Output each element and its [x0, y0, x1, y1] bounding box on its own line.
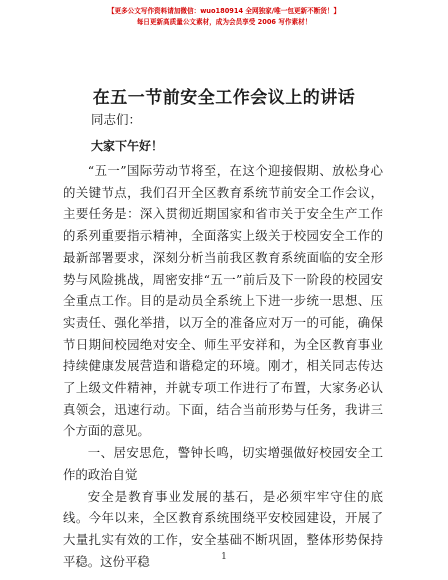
- promo-banner-line-1: 【更多公文写作资料请加微信：wuo180914 全网独家/唯一包更新不断货！】: [107, 7, 341, 15]
- salutation: 同志们：: [91, 112, 142, 127]
- greeting: 大家下午好！: [91, 139, 164, 153]
- paragraph-intro: “五一”国际劳动节将至，在这个迎接假期、放松身心的关键节点，我们召开全区教育系统节前安全工作会议，主要任务是：深入贯彻近期国家和省市关于安全生产工作的系列重要指示精神，全面落实上级关于校园安全工作的最新部署要求，深刻分析当前我区教育系统面临的安全形势与风险挑战，周密安排“五一”前后及下一阶段的校园安全重点工作。目的是动员全系统上下进一步统一思想、压实责任、强化举措，以万全的准备应对万一的可能，确保节日期间校园绝对安全、师生平安祥和，为全区教育事业持续健康发展营造和谐稳定的环境。刚才，相关同志传达了上级文件精神，并就专项工作进行了布置，大家务必认真领会，迅速行动。下面，结合当前形势与任务，我讲三个方面的意见。: [63, 163, 383, 439]
- section-heading-1: 一、居安思危，警钟长鸣，切实增强做好校园安全工作的政治自觉: [63, 445, 383, 482]
- document-title: 在五一节前安全工作会议上的讲话: [92, 88, 356, 108]
- document-body: [63, 160, 383, 572]
- page-number: 1: [221, 552, 227, 562]
- promo-banner-line-2: 每日更新高质量公文素材，成为会员享受 2006 写作素材！: [136, 18, 312, 26]
- promo-banner: [0, 6, 448, 28]
- paragraph-section-1: 安全是教育事业发展的基石，是必须牢牢守住的底线。今年以来，全区教育系统围绕平安校园建设，开展了大量扎实有效的工作，安全基础不断巩固，整体形势保持平稳。这份平稳: [63, 488, 383, 569]
